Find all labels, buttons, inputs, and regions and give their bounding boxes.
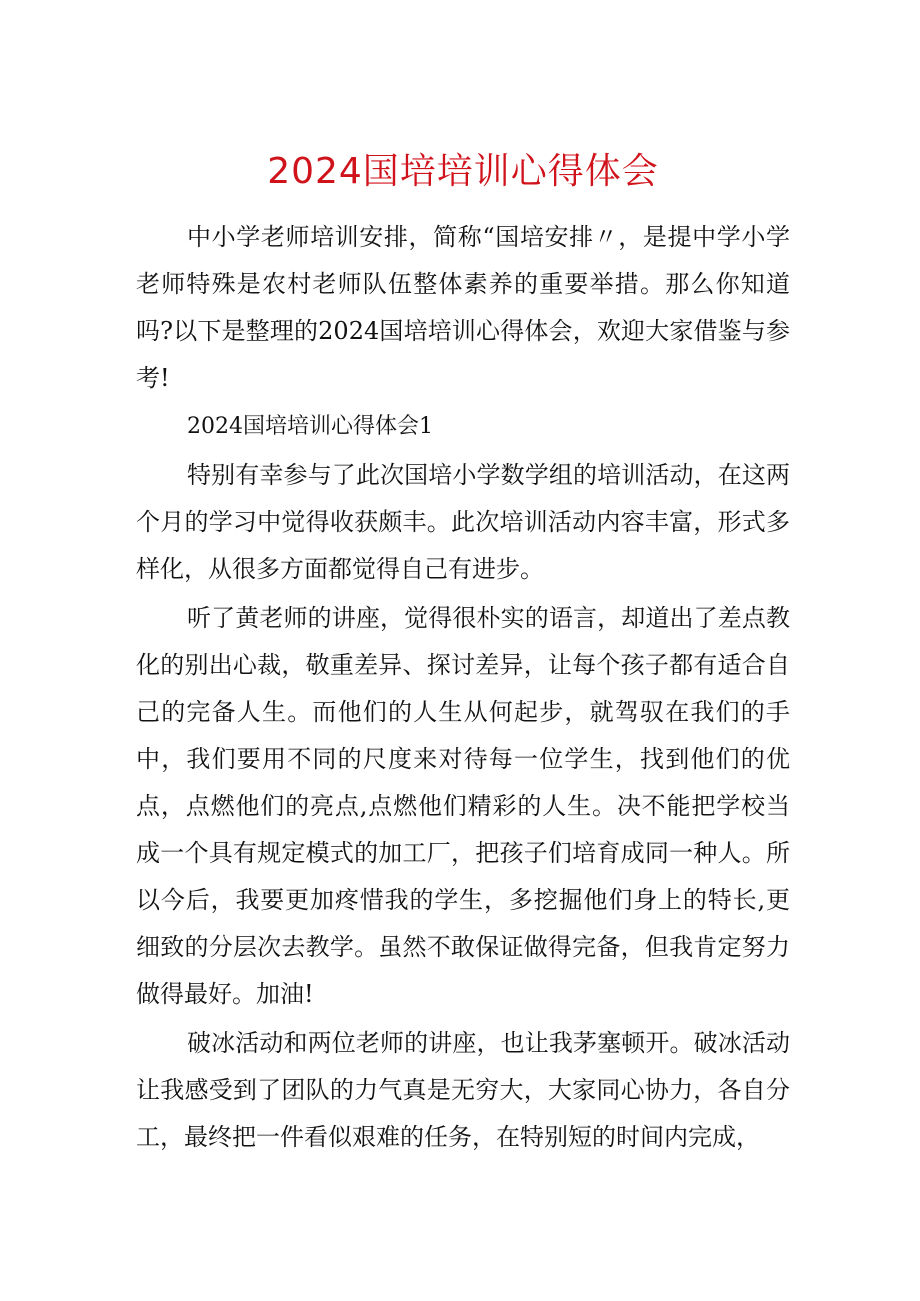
document-title: 2024国培培训心得体会 (267, 151, 659, 192)
section-heading: 2024国培培训心得体会1 (187, 414, 433, 439)
body-paragraph-2: 听了黄老师的讲座，觉得很朴实的语言，却道出了差点教化的别出心裁，敬重差异、探讨差异，让每个孩子都有适合自己的完备人生。而他们的人生从何起步，就驾驭在我们的手中，我们要用不同的尺度来对待每一位学生，找到他们的优点，点燃他们的亮点,点燃他们精彩的人生。决不能把学校当成一个具有规定模式的加工厂，把孩子们培育成同一种人。所以今后，我要更加疼惜我的学生，多挖掘他们身上的特长,更细致的分层次去教学。虽然不敢保证做得完备，但我肯定努力做得最好。加油! (136, 604, 790, 1008)
body-paragraph-1: 特别有幸参与了此次国培小学数学组的培训活动，在这两个月的学习中觉得收获颇丰。此次培训活动内容丰富，形式多样化，从很多方面都觉得自己有进步。 (136, 461, 790, 583)
intro-paragraph: 中小学老师培训安排，简称“国培安排〃，是提中学小学老师特殊是农村老师队伍整体素养的重要举措。那么你知道吗?以下是整理的2024国培培训心得体会，欢迎大家借鉴与参考! (136, 223, 790, 392)
body-paragraph-3: 破冰活动和两位老师的讲座，也让我茅塞顿开。破冰活动让我感受到了团队的力气真是无穷大，大家同心协力，各自分工，最终把一件看似艰难的任务，在特别短的时间内完成， (136, 1029, 790, 1151)
